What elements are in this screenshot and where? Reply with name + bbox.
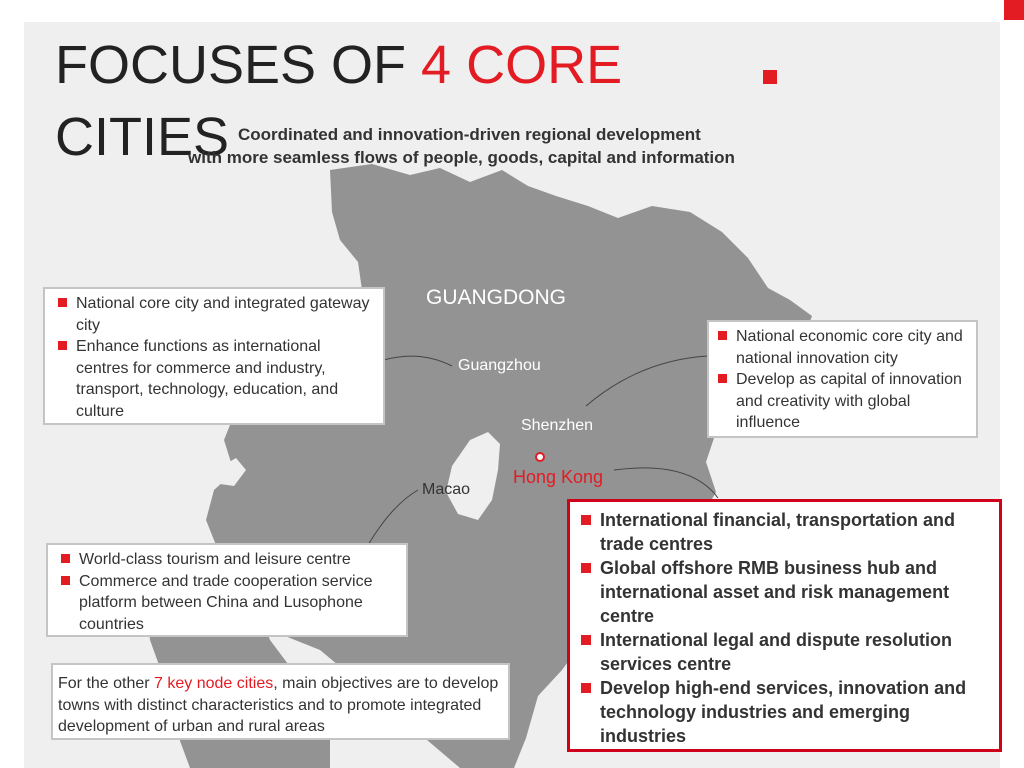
title-prefix: FOCUSES OF bbox=[55, 35, 422, 95]
title-accent-dot bbox=[763, 70, 777, 84]
map-label-shenzhen: Shenzhen bbox=[521, 417, 594, 434]
page-title bbox=[55, 34, 622, 96]
hong-kong-focus-item: Global offshore RMB business hub and international asset and risk management centre bbox=[578, 556, 991, 628]
other-box-suffix: , main objectives are to develop towns with distinct characteristics and to promote integrated development of urban and rural areas bbox=[58, 675, 499, 735]
guangzhou-focus-box bbox=[43, 287, 385, 425]
guangzhou-focus-item: Enhance functions as international centres for commerce and industry, transport, technology, education, and culture bbox=[55, 336, 375, 422]
hong-kong-focus-box bbox=[567, 499, 1002, 752]
hong-kong-focus-item: International legal and dispute resolution services centre bbox=[578, 628, 991, 676]
macao-focus-item: World-class tourism and leisure centre bbox=[58, 549, 398, 571]
title-accent: 4 CORE bbox=[421, 35, 623, 95]
other-box-prefix: For the other bbox=[58, 675, 155, 692]
shenzhen-focus-box bbox=[707, 320, 978, 438]
map-label-hong-kong: Hong Kong bbox=[513, 467, 604, 487]
subtitle-line2: with more seamless flows of people, goods, capital and information bbox=[188, 148, 735, 167]
other-node-cities-box bbox=[51, 663, 510, 740]
macao-focus-box bbox=[46, 543, 408, 637]
other-box-highlight: 7 key node cities bbox=[154, 675, 274, 692]
map-label-guangdong: GUANGDONG bbox=[426, 286, 567, 309]
shenzhen-focus-item: Develop as capital of innovation and creativity with global influence bbox=[715, 369, 970, 434]
map-label-guangzhou: Guangzhou bbox=[458, 357, 541, 374]
guangzhou-focus-item: National core city and integrated gateway city bbox=[55, 293, 375, 336]
shenzhen-focus-item: National economic core city and national innovation city bbox=[715, 326, 970, 369]
macao-focus-item: Commerce and trade cooperation service platform between China and Lusophone countries bbox=[58, 571, 398, 636]
shenzhen-marker bbox=[536, 453, 544, 461]
page-title-line2: CITIES bbox=[55, 107, 230, 167]
hong-kong-focus-item: International financial, transportation and trade centres bbox=[578, 508, 991, 556]
subtitle-line1: Coordinated and innovation-driven regional development bbox=[238, 125, 701, 144]
hong-kong-focus-item: Develop high-end services, innovation and technology industries and emerging industries bbox=[578, 676, 991, 748]
map-label-macao: Macao bbox=[422, 481, 471, 498]
